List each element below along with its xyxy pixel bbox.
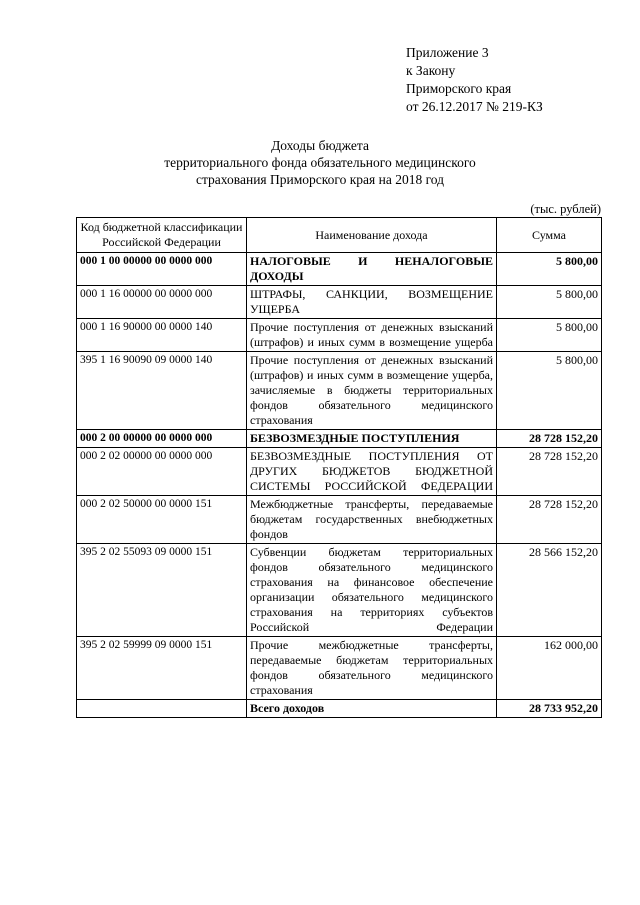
title-line-3: страхования Приморского края на 2018 год bbox=[196, 172, 444, 187]
table-row bbox=[77, 448, 602, 496]
income-table bbox=[76, 217, 602, 718]
sum-cell: 28 566 152,20 bbox=[497, 544, 602, 637]
title-line-1: Доходы бюджета bbox=[271, 138, 369, 153]
name-cell: Субвенции бюджетам территориальных фондов обязательного медицинского страхования на финансовое обеспечение организации обязательного медицинского страхования на территориях субъектов Российской Федерации bbox=[247, 544, 497, 637]
code-cell: 000 1 16 90000 00 0000 140 bbox=[77, 319, 247, 352]
code-cell: 000 2 00 00000 00 0000 000 bbox=[77, 430, 247, 448]
appendix-number: Приложение 3 bbox=[406, 45, 489, 60]
name-cell: БЕЗВОЗМЕЗДНЫЕ ПОСТУПЛЕНИЯ ОТ ДРУГИХ БЮДЖЕТОВ БЮДЖЕТНОЙ СИСТЕМЫ РОССИЙСКОЙ ФЕДЕРАЦИИ bbox=[247, 448, 497, 496]
code-cell: 000 1 16 00000 00 0000 000 bbox=[77, 286, 247, 319]
name-cell: НАЛОГОВЫЕ И НЕНАЛОГОВЫЕ ДОХОДЫ bbox=[247, 253, 497, 286]
total-sum: 28 733 952,20 bbox=[497, 700, 602, 718]
appendix-region: Приморского края bbox=[406, 81, 512, 96]
table-row bbox=[77, 319, 602, 352]
name-cell: БЕЗВОЗМЕЗДНЫЕ ПОСТУПЛЕНИЯ bbox=[247, 430, 497, 448]
sum-cell: 28 728 152,20 bbox=[497, 448, 602, 496]
total-row bbox=[77, 700, 602, 718]
sum-cell: 5 800,00 bbox=[497, 352, 602, 430]
name-cell: Прочие межбюджетные трансферты, передаваемые бюджетам территориальных фондов обязательного медицинского страхования bbox=[247, 637, 497, 700]
table-row bbox=[77, 430, 602, 448]
total-code-cell bbox=[77, 700, 247, 718]
units-note: (тыс. рублей) bbox=[530, 202, 601, 216]
appendix-date: от 26.12.2017 № 219-КЗ bbox=[406, 99, 543, 114]
code-cell: 395 2 02 55093 09 0000 151 bbox=[77, 544, 247, 637]
sum-cell: 28 728 152,20 bbox=[497, 430, 602, 448]
sum-cell: 5 800,00 bbox=[497, 319, 602, 352]
name-cell: Прочие поступления от денежных взысканий (штрафов) и иных сумм в возмещение ущерба bbox=[247, 319, 497, 352]
table-row bbox=[77, 352, 602, 430]
table-row bbox=[77, 253, 602, 286]
table-header-row bbox=[77, 218, 602, 253]
title-line-2: территориального фонда обязательного медицинского bbox=[164, 155, 476, 170]
table-row bbox=[77, 544, 602, 637]
sum-cell: 5 800,00 bbox=[497, 286, 602, 319]
name-cell: ШТРАФЫ, САНКЦИИ, ВОЗМЕЩЕНИЕ УЩЕРБА bbox=[247, 286, 497, 319]
header-code: Код бюджетной классификации Российской Федерации bbox=[77, 218, 247, 253]
table-row bbox=[77, 286, 602, 319]
code-cell: 000 2 02 00000 00 0000 000 bbox=[77, 448, 247, 496]
appendix-law: к Закону bbox=[406, 63, 456, 78]
document-title bbox=[60, 137, 580, 188]
table-row bbox=[77, 496, 602, 544]
table-row bbox=[77, 637, 602, 700]
sum-cell: 28 728 152,20 bbox=[497, 496, 602, 544]
sum-cell: 5 800,00 bbox=[497, 253, 602, 286]
name-cell: Прочие поступления от денежных взысканий (штрафов) и иных сумм в возмещение ущерба, зачисляемые в бюджеты территориальных фондов обязательного медицинского страхования bbox=[247, 352, 497, 430]
sum-cell: 162 000,00 bbox=[497, 637, 602, 700]
code-cell: 000 2 02 50000 00 0000 151 bbox=[77, 496, 247, 544]
header-sum: Сумма bbox=[497, 218, 602, 253]
code-cell: 395 2 02 59999 09 0000 151 bbox=[77, 637, 247, 700]
name-cell: Межбюджетные трансферты, передаваемые бюджетам государственных внебюджетных фондов bbox=[247, 496, 497, 544]
code-cell: 000 1 00 00000 00 0000 000 bbox=[77, 253, 247, 286]
appendix-reference bbox=[406, 44, 543, 116]
code-cell: 395 1 16 90090 09 0000 140 bbox=[77, 352, 247, 430]
header-name: Наименование дохода bbox=[247, 218, 497, 253]
total-label: Всего доходов bbox=[247, 700, 497, 718]
